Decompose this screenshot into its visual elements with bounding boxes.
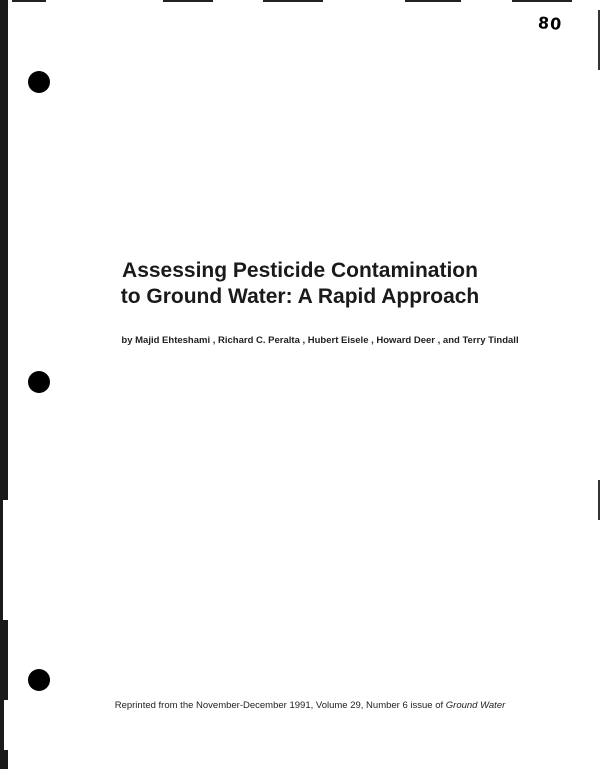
citation-text: Reprinted from the November-December 1991, Volume 29, Number 6 issue of <box>114 700 446 711</box>
binding-edge-gap <box>3 500 8 620</box>
scan-mark <box>512 0 572 2</box>
handwritten-page-number: 80 <box>537 13 563 34</box>
citation-line <box>40 700 580 711</box>
punch-hole <box>28 71 50 93</box>
scan-mark <box>263 0 323 2</box>
scan-mark <box>163 0 213 2</box>
document-title <box>0 258 600 310</box>
journal-name: Ground Water <box>445 700 506 711</box>
title-line-2: to Ground Water: A Rapid Approach <box>120 285 480 308</box>
punch-hole <box>28 371 50 393</box>
binding-edge <box>0 0 8 769</box>
title-line-1: Assessing Pesticide Contamination <box>122 259 478 282</box>
scan-mark <box>405 0 461 2</box>
binding-edge-gap <box>4 700 8 750</box>
punch-hole <box>28 669 50 691</box>
scan-mark <box>12 0 46 2</box>
author-line: by Majid Ehteshami , Richard C. Peralta , Hubert Eisele , Howard Deer , and Terry Tindall <box>121 335 519 346</box>
